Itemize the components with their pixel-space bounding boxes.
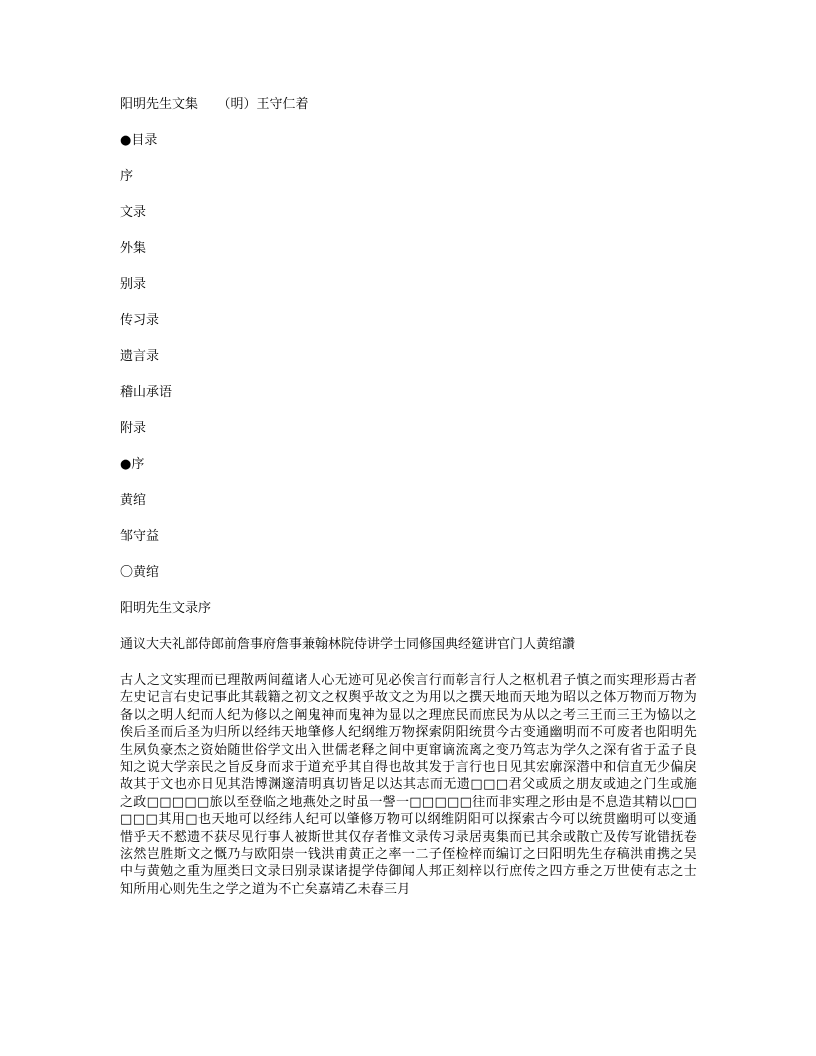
toc-item-bielu: 别录 (120, 277, 147, 292)
toc-item-yiyanlu: 遗言录 (120, 349, 160, 364)
preface-author-zoushouyi: 邹守益 (120, 529, 160, 544)
book-author: （明）王守仁着 (224, 97, 309, 112)
toc-item-fulu: 附录 (120, 421, 147, 436)
book-header (120, 96, 697, 113)
toc-heading: ●目录 (120, 133, 158, 148)
book-title: 阳明先生文集 (120, 97, 199, 112)
toc-item-chuanxilu: 传习录 (120, 313, 160, 328)
toc-item-jishan: 稽山承语 (120, 385, 173, 400)
toc-item-waiji: 外集 (120, 241, 147, 256)
preface-heading: ●序 (120, 457, 145, 472)
document-page (120, 96, 697, 898)
preface-title: 阳明先生文录序 (120, 601, 212, 616)
preface-body: 古人之文实理而已理散两间蕴诸人心无迹可见必俟言行而彰言行人之枢机君子慎之而实理形焉古者左史记言右史记事此其载籍之初文之权舆乎故文之为用以之撰天地而天地为昭以之体万物而万物为备以之明人纪而人纪为修以之阐鬼神而鬼神为显以之理庶民而庶民为从以之考三王而三王为恊以之俟后圣而后圣为归所以经纬天地肇修人纪纲维万物探索阴阳统贯今古变通幽明而不可废者也阳明先生夙负豪杰之资始随世俗学文出入世儒老释之间中更窜谪流离之变乃笃志为学久之深有省于孟子良知之说大学亲民之旨反身而求于道充乎其自得也故其发于言行也日见其宏廓深潜中和信直无少偏戾故其于文也亦日见其浩博渊邃清明真切皆足以达其志而无遗□□□君父或质之朋友或迪之门生或施之政□□□□□旅以至登临之地燕处之时虽一謦一□□□□□往而非实理之形由是不息造其精以□□□□□其用□也天地可以经纬人纪可以肇修万物可以纲维阴阳可以探索古今可以统贯幽明可以变通惜乎天不憖遗不获尽见行事人被斯世其仅存者惟文录传习录居夷集而已其余或散亡及传写讹错抚卷泫然岂胜斯文之慨乃与欧阳崇一钱洪甫黄正之率一二子侄检梓而编订之曰阳明先生存稿洪甫携之吴中与黄勉之重为厘类曰文录曰别录谋诸提学侍御闻人邦正刻梓以行庶传之四方垂之万世使有志之士知所用心则先生之学之道为不亡矣嘉靖乙未春三月 (120, 673, 697, 897)
preface-subheading: 〇黄绾 (120, 565, 160, 580)
preface-byline: 通议大夫礼部侍郎前詹事府詹事兼翰林院侍讲学士同修国典经筵讲官门人黄绾讚 (120, 637, 576, 652)
toc-item-wenlu: 文录 (120, 205, 147, 220)
preface-author-huangwan: 黄绾 (120, 493, 147, 508)
toc-item-preface: 序 (120, 169, 134, 184)
